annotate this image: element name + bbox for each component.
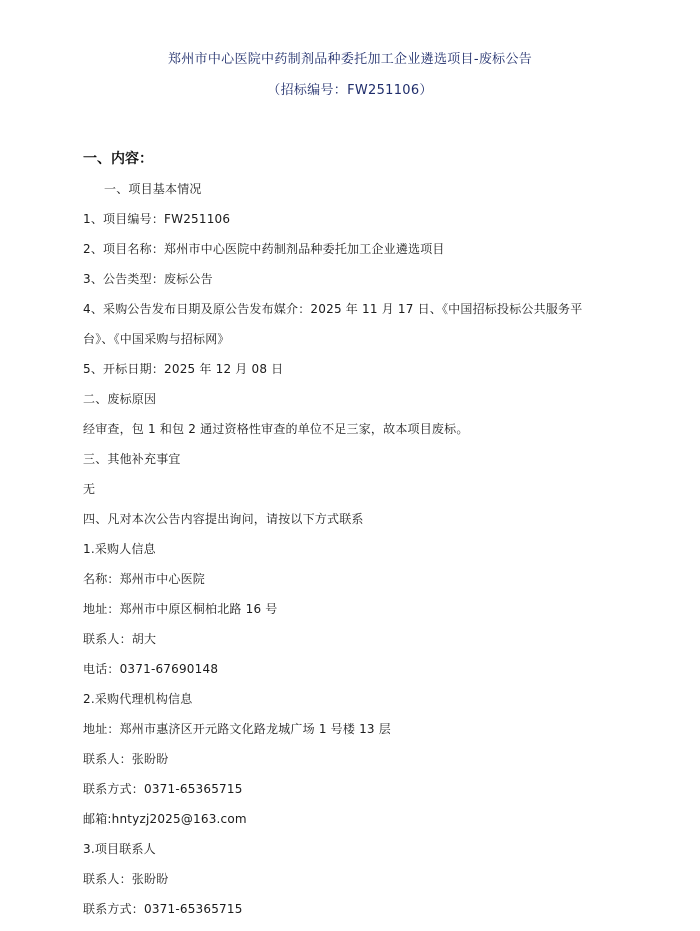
purchaser-heading: 1.采购人信息: [83, 542, 156, 556]
project-contact-heading: 3.项目联系人: [83, 842, 156, 856]
agency-contact: 联系人：张盼盼: [83, 752, 169, 766]
agency-phone: 联系方式：0371-65365715: [83, 782, 243, 796]
other-text: 无: [83, 482, 96, 496]
project-name: 2、项目名称：郑州市中心医院中药制剂品种委托加工企业遴选项目: [83, 242, 445, 256]
project-number: 1、项目编号：FW251106: [83, 212, 231, 226]
agency-email: 邮箱:hntyzj2025@163.com: [83, 812, 247, 826]
project-contact-person: 联系人：张盼盼: [83, 872, 169, 886]
subsection-reason: 二、废标原因: [83, 392, 157, 406]
notice-type: 3、公告类型：废标公告: [83, 272, 213, 286]
subsection-other: 三、其他补充事宜: [83, 452, 181, 466]
agency-address: 地址：郑州市惠济区开元路文化路龙城广场 1 号楼 13 层: [83, 722, 391, 736]
publish-media-continued: 台》、《中国采购与招标网》: [83, 332, 230, 346]
subsection-basic-info: 一、项目基本情况: [104, 182, 202, 196]
subsection-contact: 四、凡对本次公告内容提出询问，请按以下方式联系: [83, 512, 364, 526]
project-contact-phone: 联系方式：0371-65365715: [83, 902, 243, 916]
publish-date-media: 4、采购公告发布日期及原公告发布媒介：2025 年 11 月 17 日、《中国招标投标公共服务平: [83, 302, 583, 316]
agency-heading: 2.采购代理机构信息: [83, 692, 193, 706]
document-title: 郑州市中心医院中药制剂品种委托加工企业遴选项目-废标公告: [167, 52, 533, 67]
purchaser-address: 地址：郑州市中原区桐柏北路 16 号: [83, 602, 278, 616]
reason-text: 经审查，包 1 和包 2 通过资格性审查的单位不足三家，故本项目废标。: [83, 422, 469, 436]
purchaser-name: 名称：郑州市中心医院: [83, 572, 206, 586]
tender-number: （招标编号：FW251106）: [267, 83, 433, 98]
bid-opening-date: 5、开标日期：2025 年 12 月 08 日: [83, 362, 284, 376]
section-heading: 一、内容：: [83, 151, 153, 167]
purchaser-contact: 联系人：胡大: [83, 632, 157, 646]
purchaser-phone: 电话：0371-67690148: [83, 662, 219, 676]
